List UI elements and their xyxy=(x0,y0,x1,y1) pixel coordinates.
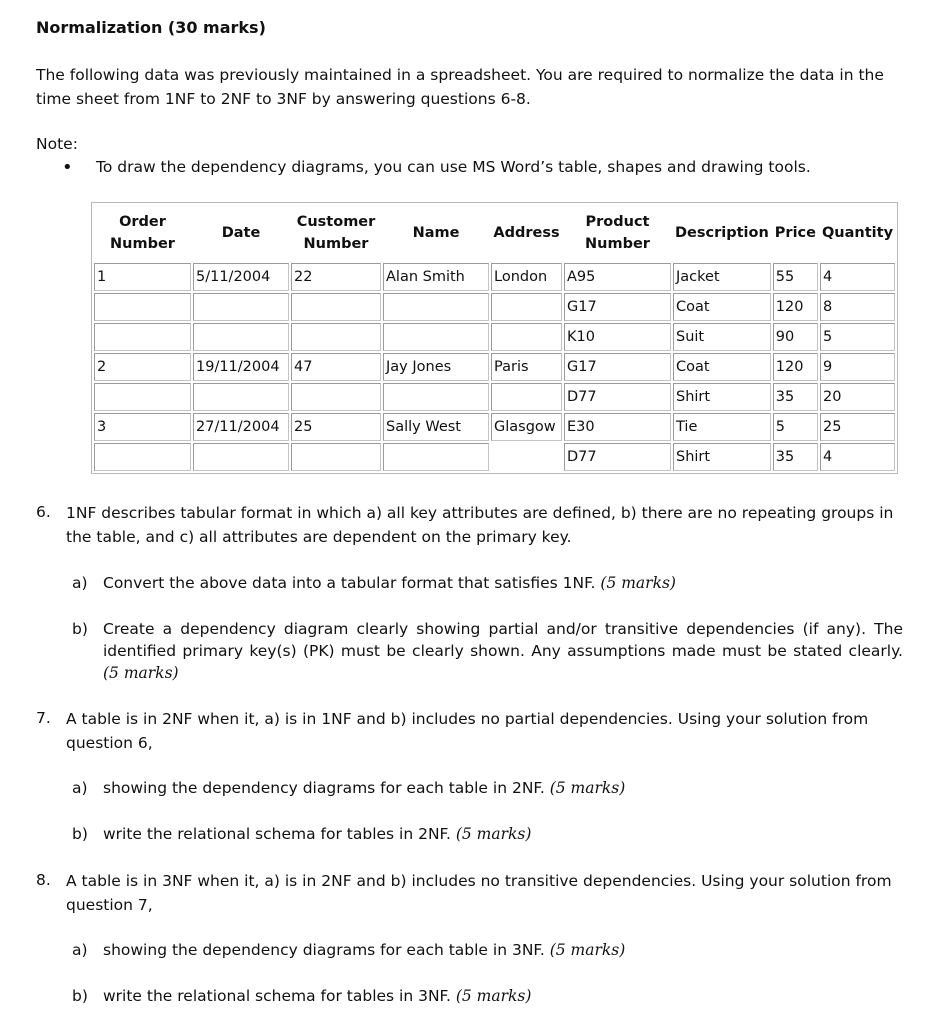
cell-description: Jacket xyxy=(673,263,771,291)
cell-price: 120 xyxy=(773,353,818,381)
cell-date: 27/11/2004 xyxy=(193,413,289,441)
cell-address xyxy=(491,323,562,351)
question-8a xyxy=(103,939,903,961)
cell-description: Suit xyxy=(673,323,771,351)
cell-product-number: G17 xyxy=(564,353,671,381)
cell-address xyxy=(491,293,562,321)
table-row xyxy=(94,263,895,291)
question-6b-marks: (5 marks) xyxy=(103,664,179,682)
header-quantity: Quantity xyxy=(821,225,894,241)
table-row xyxy=(94,353,895,381)
table-row xyxy=(94,413,895,441)
question-6a-marks: (5 marks) xyxy=(600,574,676,592)
cell-address: Glasgow xyxy=(491,413,562,441)
question-6a-text: Convert the above data into a tabular format that satisfies 1NF. xyxy=(103,574,596,592)
cell-customer-number xyxy=(291,293,381,321)
header-order-number: Order Number xyxy=(110,214,175,252)
question-7-text: A table is in 2NF when it, a) is in 1NF and b) includes no partial dependencies. Using your solution from question 6, xyxy=(66,710,869,752)
table-row xyxy=(94,293,895,321)
note-bullet-text: To draw the dependency diagrams, you can use MS Word’s table, shapes and drawing tools. xyxy=(96,158,811,176)
cell-address: London xyxy=(491,263,562,291)
cell-order-number: 1 xyxy=(94,263,191,291)
cell-description: Tie xyxy=(673,413,771,441)
cell-product-number: K10 xyxy=(564,323,671,351)
question-8b xyxy=(103,985,903,1007)
question-8a-label: a) xyxy=(72,941,88,959)
header-name: Name xyxy=(412,225,460,241)
cell-order-number xyxy=(94,443,191,471)
cell-customer-number: 47 xyxy=(291,353,381,381)
cell-description: Shirt xyxy=(673,383,771,411)
cell-quantity: 20 xyxy=(820,383,895,411)
question-8a-text: showing the dependency diagrams for each table in 3NF. xyxy=(103,941,545,959)
cell-date: 19/11/2004 xyxy=(193,353,289,381)
cell-date xyxy=(193,383,289,411)
question-7a-text: showing the dependency diagrams for each table in 2NF. xyxy=(103,779,545,797)
question-7-number: 7. xyxy=(36,709,51,727)
cell-date xyxy=(193,443,289,471)
question-6b-label: b) xyxy=(72,620,88,638)
table-row xyxy=(94,383,895,411)
order-data-table xyxy=(91,202,898,474)
cell-name xyxy=(383,443,489,471)
cell-price: 35 xyxy=(773,383,818,411)
cell-order-number xyxy=(94,383,191,411)
cell-price: 90 xyxy=(773,323,818,351)
cell-name: Alan Smith xyxy=(383,263,489,291)
cell-quantity: 4 xyxy=(820,443,895,471)
bullet-icon: • xyxy=(62,157,73,178)
cell-price: 120 xyxy=(773,293,818,321)
header-date: Date xyxy=(221,225,261,241)
question-6b-text: Create a dependency diagram clearly showing partial and/or transitive dependencies (if any). The identified primary key(s) (PK) must be clearly shown. Any assumptions made must be stated clearly. xyxy=(103,620,903,660)
question-8-number: 8. xyxy=(36,871,51,889)
question-8b-label: b) xyxy=(72,987,88,1005)
cell-order-number: 3 xyxy=(94,413,191,441)
table-header-row xyxy=(94,205,895,261)
header-price: Price xyxy=(774,225,816,241)
cell-name: Jay Jones xyxy=(383,353,489,381)
cell-product-number: D77 xyxy=(564,443,671,471)
cell-price: 35 xyxy=(773,443,818,471)
cell-order-number xyxy=(94,293,191,321)
cell-customer-number xyxy=(291,323,381,351)
cell-order-number xyxy=(94,323,191,351)
question-7b-marks: (5 marks) xyxy=(455,825,532,843)
question-8b-text: write the relational schema for tables in 3NF. xyxy=(103,987,451,1005)
cell-name: Sally West xyxy=(383,413,489,441)
cell-description: Shirt xyxy=(673,443,771,471)
header-product-number: Product Number xyxy=(585,214,650,252)
cell-price: 5 xyxy=(773,413,818,441)
table-row xyxy=(94,443,895,471)
cell-quantity: 4 xyxy=(820,263,895,291)
cell-quantity: 25 xyxy=(820,413,895,441)
cell-customer-number: 22 xyxy=(291,263,381,291)
cell-product-number: G17 xyxy=(564,293,671,321)
cell-name xyxy=(383,323,489,351)
cell-product-number: D77 xyxy=(564,383,671,411)
cell-date: 5/11/2004 xyxy=(193,263,289,291)
cell-customer-number xyxy=(291,383,381,411)
cell-price: 55 xyxy=(773,263,818,291)
header-customer-number: Customer Number xyxy=(296,214,376,252)
header-description: Description xyxy=(675,225,769,241)
question-6a xyxy=(103,572,903,594)
question-6-text: 1NF describes tabular format in which a) all key attributes are defined, b) there are no repeating groups in the table, and c) all attributes are dependent on the primary key. xyxy=(66,504,894,546)
cell-date xyxy=(193,293,289,321)
question-7b-text: write the relational schema for tables in 2NF. xyxy=(103,825,451,843)
question-6-number: 6. xyxy=(36,503,51,521)
question-8b-marks: (5 marks) xyxy=(455,987,532,1005)
question-7b xyxy=(103,823,903,845)
cell-date xyxy=(193,323,289,351)
question-6b xyxy=(103,618,903,684)
cell-quantity: 8 xyxy=(820,293,895,321)
question-6a-label: a) xyxy=(72,574,88,592)
cell-quantity: 5 xyxy=(820,323,895,351)
document-title: Normalization (30 marks) xyxy=(36,18,266,37)
question-8-text: A table is in 3NF when it, a) is in 2NF and b) includes no transitive dependencies. Using your solution from question 7, xyxy=(66,872,892,914)
cell-address xyxy=(491,443,562,471)
note-label: Note: xyxy=(36,135,78,153)
question-8a-marks: (5 marks) xyxy=(549,941,626,959)
cell-customer-number: 25 xyxy=(291,413,381,441)
header-address: Address xyxy=(493,225,560,241)
cell-name xyxy=(383,383,489,411)
cell-name xyxy=(383,293,489,321)
question-7a-label: a) xyxy=(72,779,88,797)
cell-address xyxy=(491,383,562,411)
cell-description: Coat xyxy=(673,293,771,321)
cell-product-number: A95 xyxy=(564,263,671,291)
question-7a xyxy=(103,777,903,799)
table-row xyxy=(94,323,895,351)
cell-customer-number xyxy=(291,443,381,471)
cell-address: Paris xyxy=(491,353,562,381)
intro-paragraph: The following data was previously maintained in a spreadsheet. You are required to normalize the data in the time sheet from 1NF to 2NF to 3NF by answering questions 6-8. xyxy=(36,66,884,108)
cell-quantity: 9 xyxy=(820,353,895,381)
cell-order-number: 2 xyxy=(94,353,191,381)
cell-description: Coat xyxy=(673,353,771,381)
cell-product-number: E30 xyxy=(564,413,671,441)
question-7b-label: b) xyxy=(72,825,88,843)
question-7a-marks: (5 marks) xyxy=(549,779,626,797)
